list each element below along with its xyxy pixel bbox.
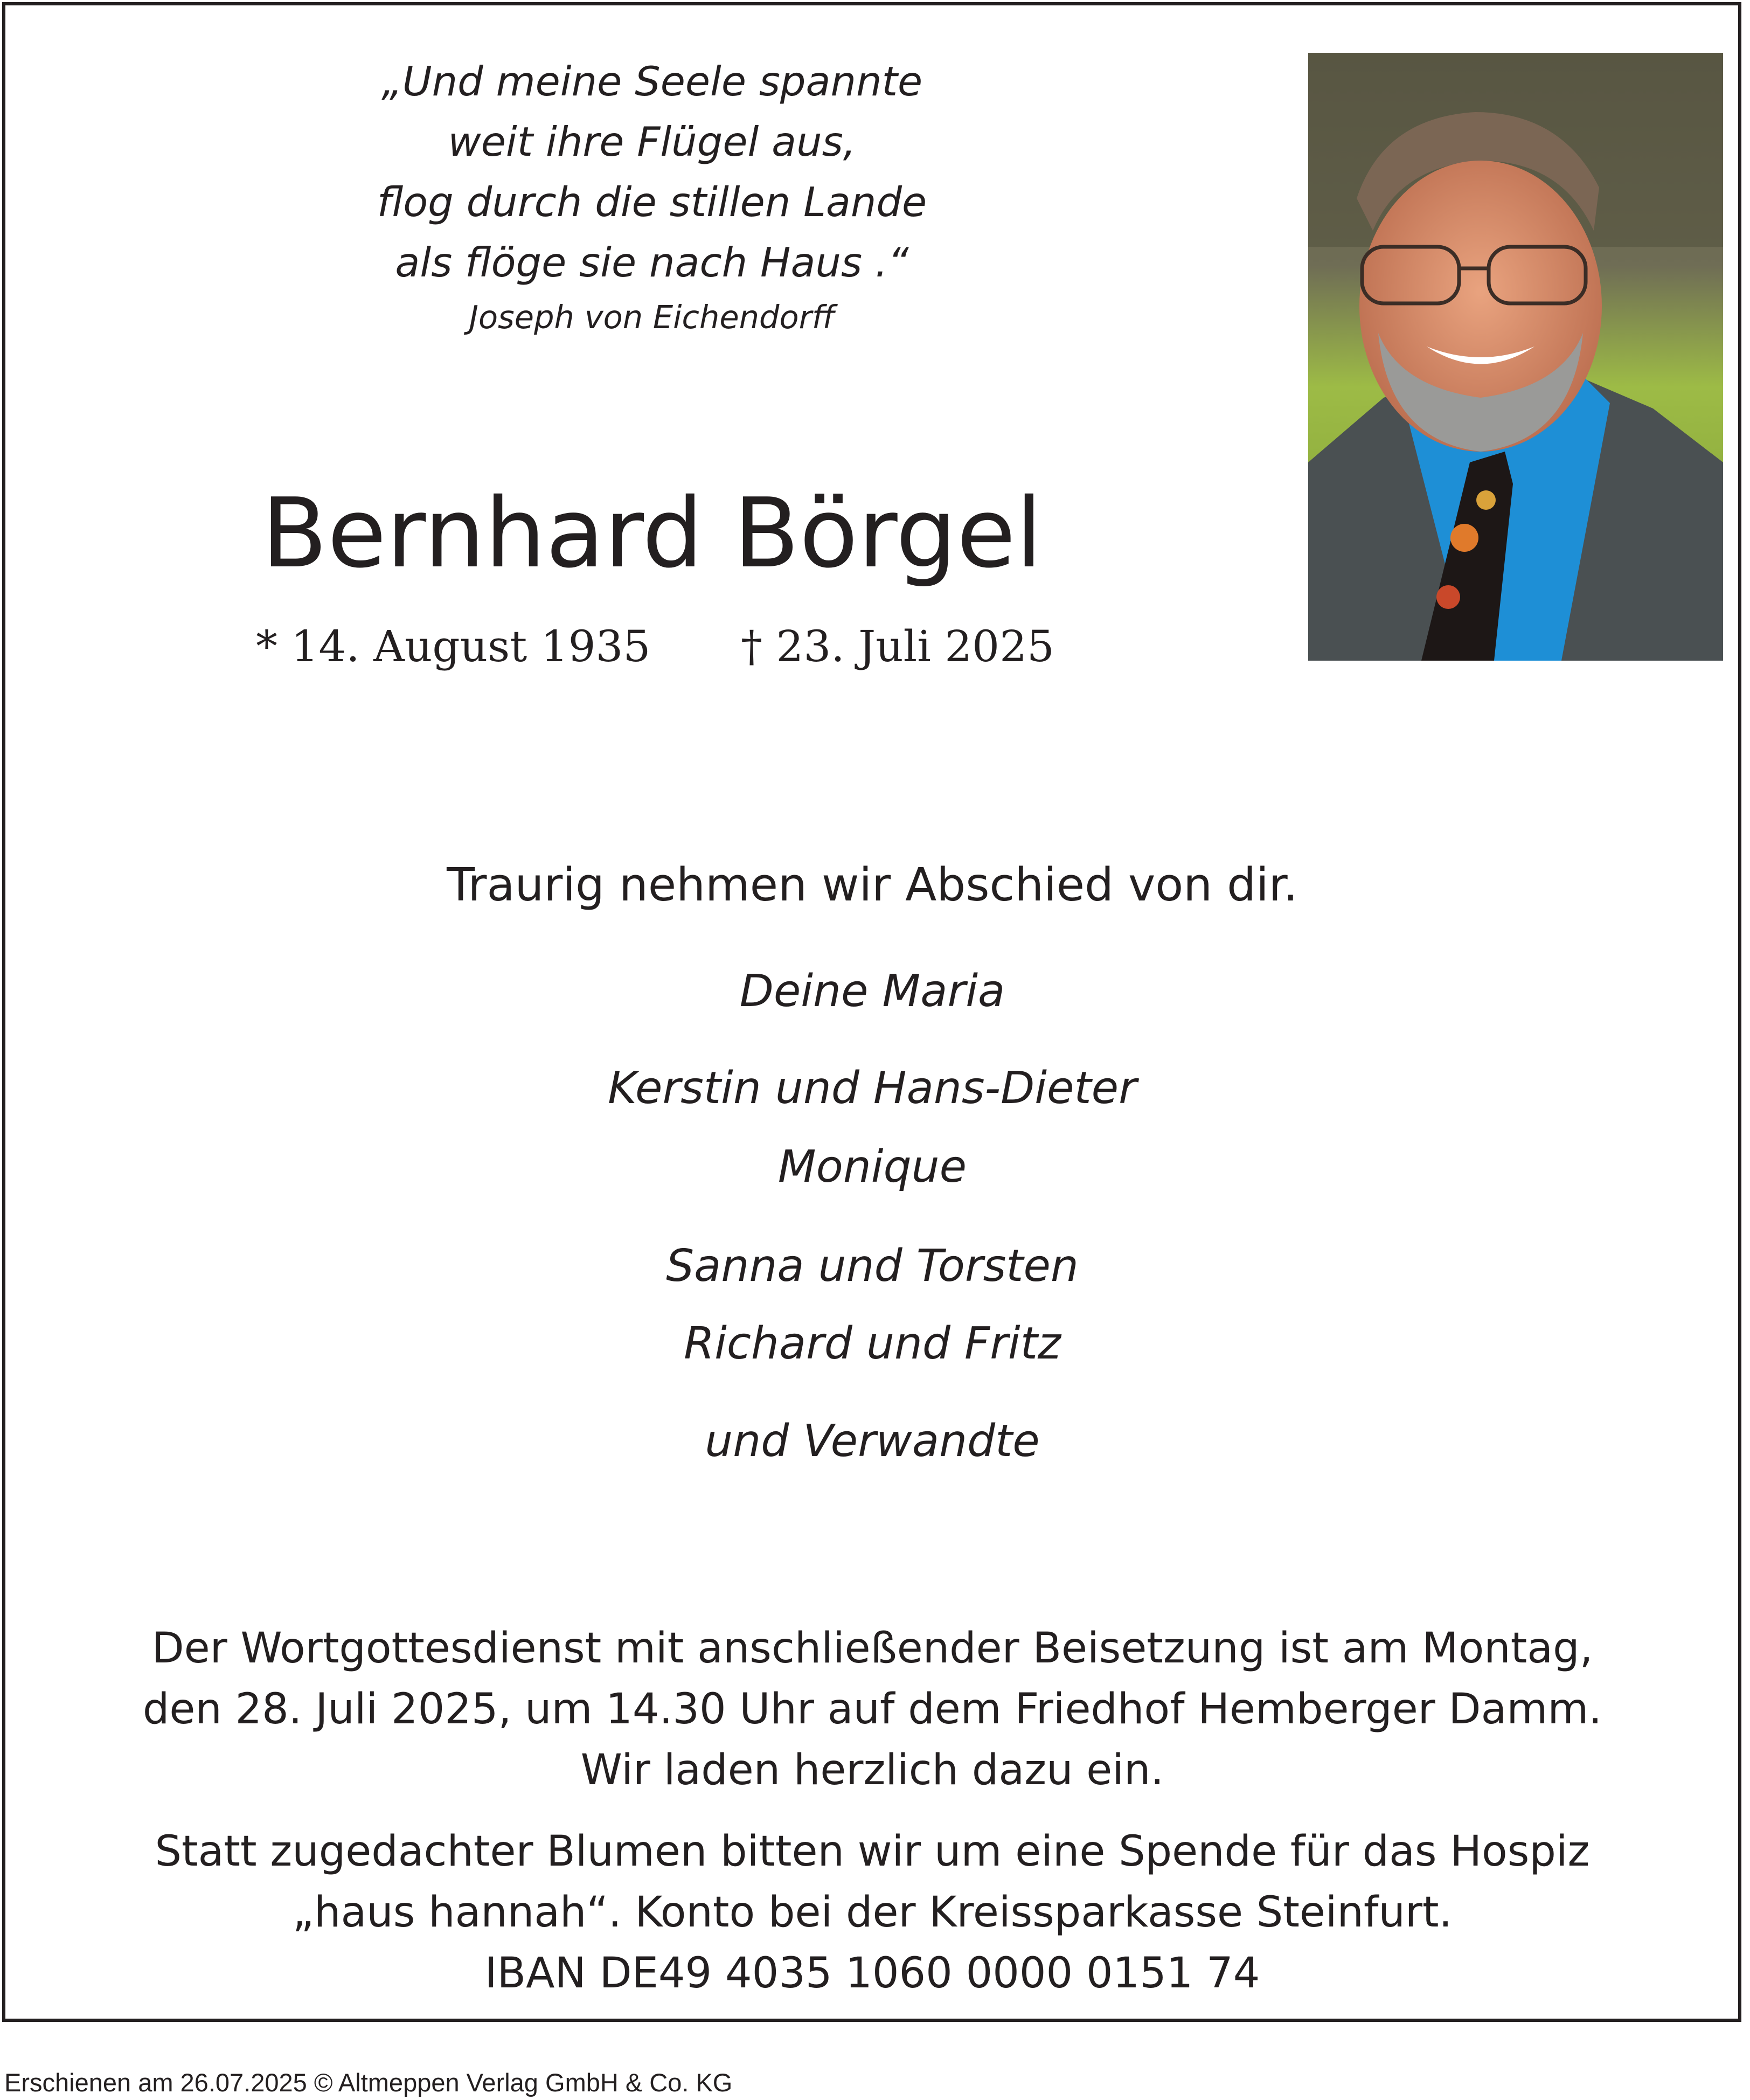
- service-line: den 28. Juli 2025, um 14.30 Uhr auf dem Friedhof Hemberger Damm.: [142, 1685, 1602, 1734]
- signers-group: [0, 1235, 1745, 1392]
- publication-footer: Erschienen am 26.07.2025 © Altmeppen Verlag GmbH & Co. KG: [4, 2068, 733, 2097]
- deceased-name: Bernhard Börgel: [261, 477, 1043, 589]
- service-line: Wir laden herzlich dazu ein.: [580, 1746, 1164, 1794]
- quote-line: „Und meine Seele spannte: [381, 58, 923, 105]
- birth-date: * 14. August 1935: [256, 621, 651, 671]
- death-date: † 23. Juli 2025: [741, 621, 1054, 671]
- signer-line: Deine Maria: [739, 966, 1005, 1017]
- signers-group: [0, 960, 1745, 1040]
- service-info: [0, 1618, 1745, 1801]
- quote-line: als flöge sie nach Haus .“: [395, 239, 909, 286]
- donation-line: Statt zugedachter Blumen bitten wir um eine Spende für das Hospiz: [155, 1827, 1590, 1876]
- quote-line: weit ihre Flügel aus,: [448, 118, 856, 165]
- photo-tie-flower: [1450, 524, 1478, 552]
- farewell-text: Traurig nehmen wir Abschied von dir.: [447, 858, 1298, 912]
- photo-tie-flower: [1476, 490, 1496, 510]
- signer-line: und Verwandte: [705, 1416, 1040, 1467]
- signer-line: Monique: [777, 1141, 967, 1193]
- donation-line: „haus hannah“. Konto bei der Kreissparkasse Steinfurt.: [292, 1888, 1453, 1937]
- service-line: Der Wortgottesdienst mit anschließender Beisetzung ist am Montag,: [151, 1624, 1593, 1673]
- signer-line: Sanna und Torsten: [666, 1240, 1079, 1292]
- signer-line: Kerstin und Hans-Dieter: [608, 1063, 1137, 1114]
- signers-group: [0, 1410, 1745, 1490]
- signer-line: Richard und Fritz: [684, 1318, 1061, 1369]
- quote-line: flog durch die stillen Lande: [377, 178, 927, 226]
- photo-tie-flower: [1436, 585, 1460, 609]
- signers-group: [0, 1057, 1745, 1216]
- portrait-photo: [1308, 53, 1723, 661]
- donation-line: IBAN DE49 4035 1060 0000 0151 74: [484, 1949, 1260, 1998]
- quote-author: Joseph von Eichendorff: [469, 299, 835, 336]
- donation-info: [0, 1821, 1745, 2004]
- quote-block: [162, 51, 1142, 341]
